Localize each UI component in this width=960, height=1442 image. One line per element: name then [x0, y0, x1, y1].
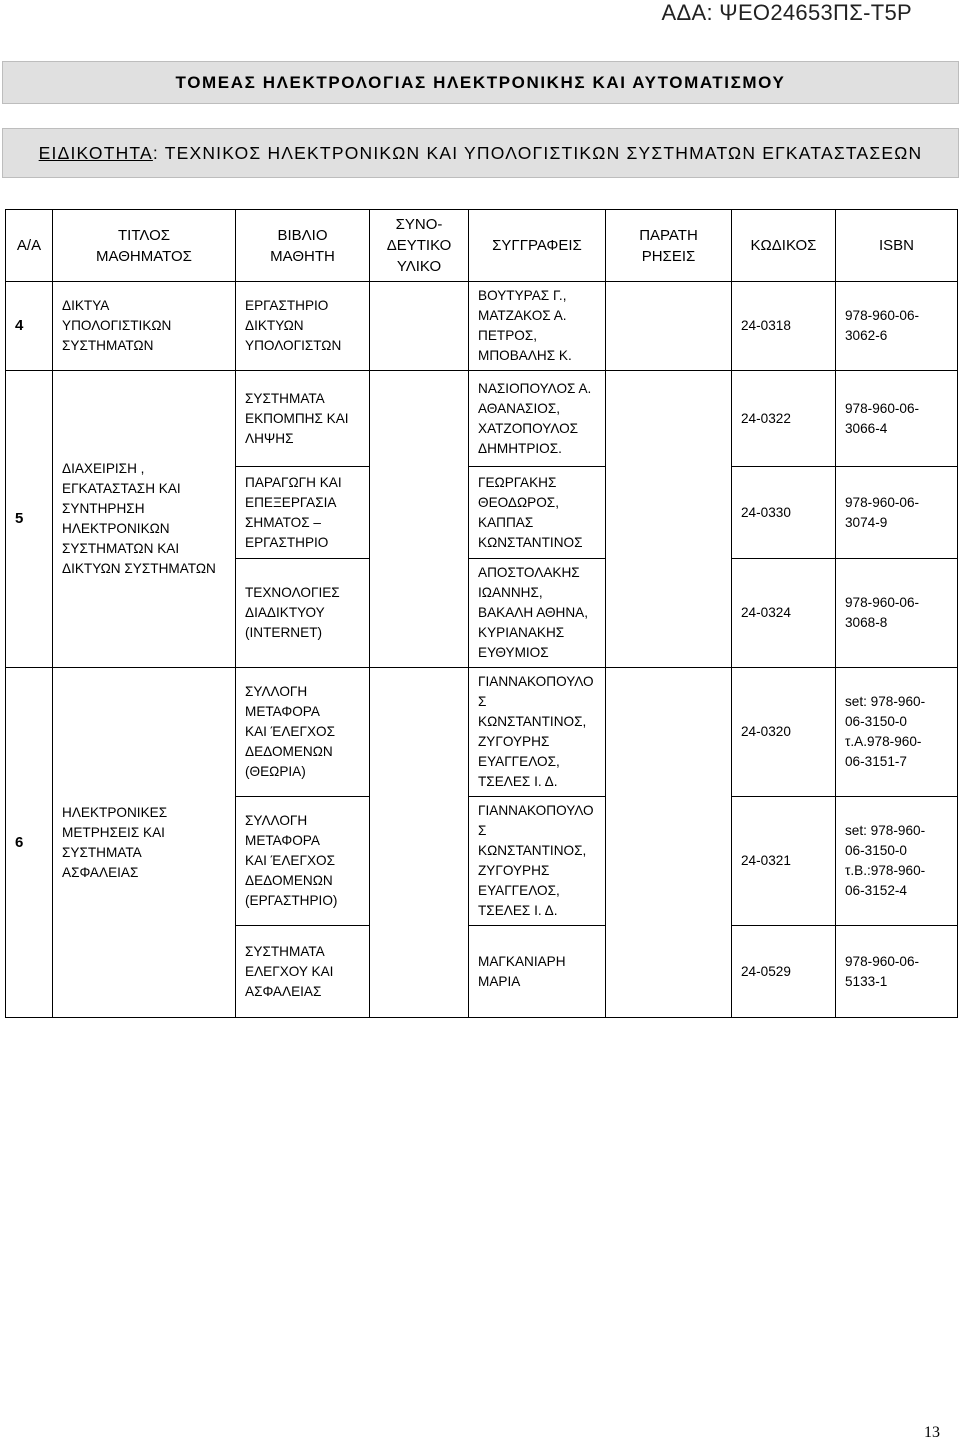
book-code: 24-0529 [732, 926, 836, 1018]
header-aa: Α/Α [6, 210, 53, 282]
notes [606, 668, 732, 1018]
isbn: 978-960-06- 3062-6 [836, 282, 958, 371]
header-notes: ΠΑΡΑΤΗ ΡΗΣΕΙΣ [606, 210, 732, 282]
header-course: ΤΙΤΛΟΣ ΜΑΘΗΜΑΤΟΣ [53, 210, 236, 282]
specialty-band [2, 128, 959, 178]
course-title: ΔΙΚΤΥΑ ΥΠΟΛΟΓΙΣΤΙΚΩΝ ΣΥΣΤΗΜΑΤΩΝ [53, 282, 236, 371]
student-book: ΠΑΡΑΓΩΓΗ ΚΑΙ ΕΠΕΞΕΡΓΑΣΙΑ ΣΗΜΑΤΟΣ – ΕΡΓΑΣΤΗΡΙΟ [236, 467, 370, 559]
supplementary-material [370, 668, 469, 1018]
student-book: ΣΥΣΤΗΜΑΤΑ ΕΚΠΟΜΠΗΣ ΚΑΙ ΛΗΨΗΣ [236, 371, 370, 467]
specialty-label: ΕΙΔΙΚΟΤΗΤΑ [38, 142, 153, 163]
row-aa: 5 [6, 371, 53, 668]
header-code: ΚΩΔΙΚΟΣ [732, 210, 836, 282]
notes [606, 282, 732, 371]
table-row [6, 371, 958, 467]
authors: ΒΟΥΤΥΡΑΣ Γ., ΜΑΤΖΑΚΟΣ Α. ΠΕΤΡΟΣ, ΜΠΟΒΑΛΗΣ Κ. [469, 282, 606, 371]
header-isbn: ISBN [836, 210, 958, 282]
book-code: 24-0322 [732, 371, 836, 467]
row-aa: 4 [6, 282, 53, 371]
authors: ΝΑΣΙΟΠΟΥΛΟΣ Α. ΑΘΑΝΑΣΙΟΣ, ΧΑΤΖΟΠΟΥΛΟΣ ΔΗΜΗΤΡΙΟΣ. [469, 371, 606, 467]
sector-title: ΤΟΜΕΑΣ ΗΛΕΚΤΡΟΛΟΓΙΑΣ ΗΛΕΚΤΡΟΝΙΚΗΣ ΚΑΙ ΑΥΤΟΜΑΤΙΣΜΟΥ [175, 72, 786, 92]
isbn: 978-960-06- 3068-8 [836, 559, 958, 668]
book-code: 24-0321 [732, 797, 836, 926]
book-code: 24-0318 [732, 282, 836, 371]
student-book: ΕΡΓΑΣΤΗΡΙΟ ΔΙΚΤΥΩΝ ΥΠΟΛΟΓΙΣΤΩΝ [236, 282, 370, 371]
row-aa: 6 [6, 668, 53, 1018]
book-code: 24-0330 [732, 467, 836, 559]
isbn: set: 978-960- 06-3150-0 τ.Α.978-960- 06-3151-7 [836, 668, 958, 797]
supplementary-material [370, 371, 469, 668]
book-code: 24-0320 [732, 668, 836, 797]
table-row [6, 668, 958, 797]
book-code: 24-0324 [732, 559, 836, 668]
authors: ΜΑΓΚΑΝΙΑΡΗ ΜΑΡΙΑ [469, 926, 606, 1018]
student-book: ΣΥΛΛΟΓΗ ΜΕΤΑΦΟΡΑ ΚΑΙ ΈΛΕΓΧΟΣ ΔΕΔΟΜΕΝΩΝ (ΘΕΩΡΙΑ) [236, 668, 370, 797]
header-authors: ΣΥΓΓΡΑΦΕΙΣ [469, 210, 606, 282]
specialty-name: : ΤΕΧΝΙΚΟΣ ΗΛΕΚΤΡΟΝΙΚΩΝ ΚΑΙ ΥΠΟΛΟΓΙΣΤΙΚΩΝ ΣΥΣΤΗΜΑΤΩΝ ΕΓΚΑΤΑΣΤΑΣΕΩΝ [152, 142, 923, 163]
isbn: 978-960-06- 3066-4 [836, 371, 958, 467]
student-book: ΤΕΧΝΟΛΟΓΙΕΣ ΔΙΑΔΙΚΤΥΟΥ (INTERNET) [236, 559, 370, 668]
student-book: ΣΥΛΛΟΓΗ ΜΕΤΑΦΟΡΑ ΚΑΙ ΈΛΕΓΧΟΣ ΔΕΔΟΜΕΝΩΝ (ΕΡΓΑΣΤΗΡΙΟ) [236, 797, 370, 926]
header-book: ΒΙΒΛΙΟ ΜΑΘΗΤΗ [236, 210, 370, 282]
page-number: 13 [924, 1424, 940, 1441]
ada-code: ΑΔΑ: ΨΕΟ24653ΠΣ-Τ5Ρ [661, 0, 912, 25]
table-row [6, 282, 958, 371]
authors: ΓΙΑΝΝΑΚΟΠΟΥΛΟ Σ ΚΩΝΣΤΑΝΤΙΝΟΣ, ΖΥΓΟΥΡΗΣ ΕΥΑΓΓΕΛΟΣ, ΤΣΕΛΕΣ Ι. Δ. [469, 668, 606, 797]
isbn: 978-960-06- 3074-9 [836, 467, 958, 559]
isbn: 978-960-06- 5133-1 [836, 926, 958, 1018]
books-table [5, 209, 958, 1018]
course-title: ΗΛΕΚΤΡΟΝΙΚΕΣ ΜΕΤΡΗΣΕΙΣ ΚΑΙ ΣΥΣΤΗΜΑΤΑ ΑΣΦΑΛΕΙΑΣ [53, 668, 236, 1018]
student-book: ΣΥΣΤΗΜΑΤΑ ΕΛΕΓΧΟΥ ΚΑΙ ΑΣΦΑΛΕΙΑΣ [236, 926, 370, 1018]
supplementary-material [370, 282, 469, 371]
authors: ΓΙΑΝΝΑΚΟΠΟΥΛΟ Σ ΚΩΝΣΤΑΝΤΙΝΟΣ, ΖΥΓΟΥΡΗΣ ΕΥΑΓΓΕΛΟΣ, ΤΣΕΛΕΣ Ι. Δ. [469, 797, 606, 926]
table-header-row [6, 210, 958, 282]
header-material: ΣΥΝΟ- ΔΕΥΤΙΚΟ ΥΛΙΚΟ [370, 210, 469, 282]
isbn: set: 978-960- 06-3150-0 τ.Β.:978-960- 06-3152-4 [836, 797, 958, 926]
course-title: ΔΙΑΧΕΙΡΙΣΗ , ΕΓΚΑΤΑΣΤΑΣΗ ΚΑΙ ΣΥΝΤΗΡΗΣΗ ΗΛΕΚΤΡΟΝΙΚΩΝ ΣΥΣΤΗΜΑΤΩΝ ΚΑΙ ΔΙΚΤΥΩΝ ΣΥΣΤΗΜΑΤΩΝ [53, 371, 236, 668]
notes [606, 371, 732, 668]
authors: ΑΠΟΣΤΟΛΑΚΗΣ ΙΩΑΝΝΗΣ, ΒΑΚΑΛΗ ΑΘΗΝΑ, ΚΥΡΙΑΝΑΚΗΣ ΕΥΘΥΜΙΟΣ [469, 559, 606, 668]
authors: ΓΕΩΡΓΑΚΗΣ ΘΕΟΔΩΡΟΣ, ΚΑΠΠΑΣ ΚΩΝΣΤΑΝΤΙΝΟΣ [469, 467, 606, 559]
sector-title-band [2, 61, 959, 104]
